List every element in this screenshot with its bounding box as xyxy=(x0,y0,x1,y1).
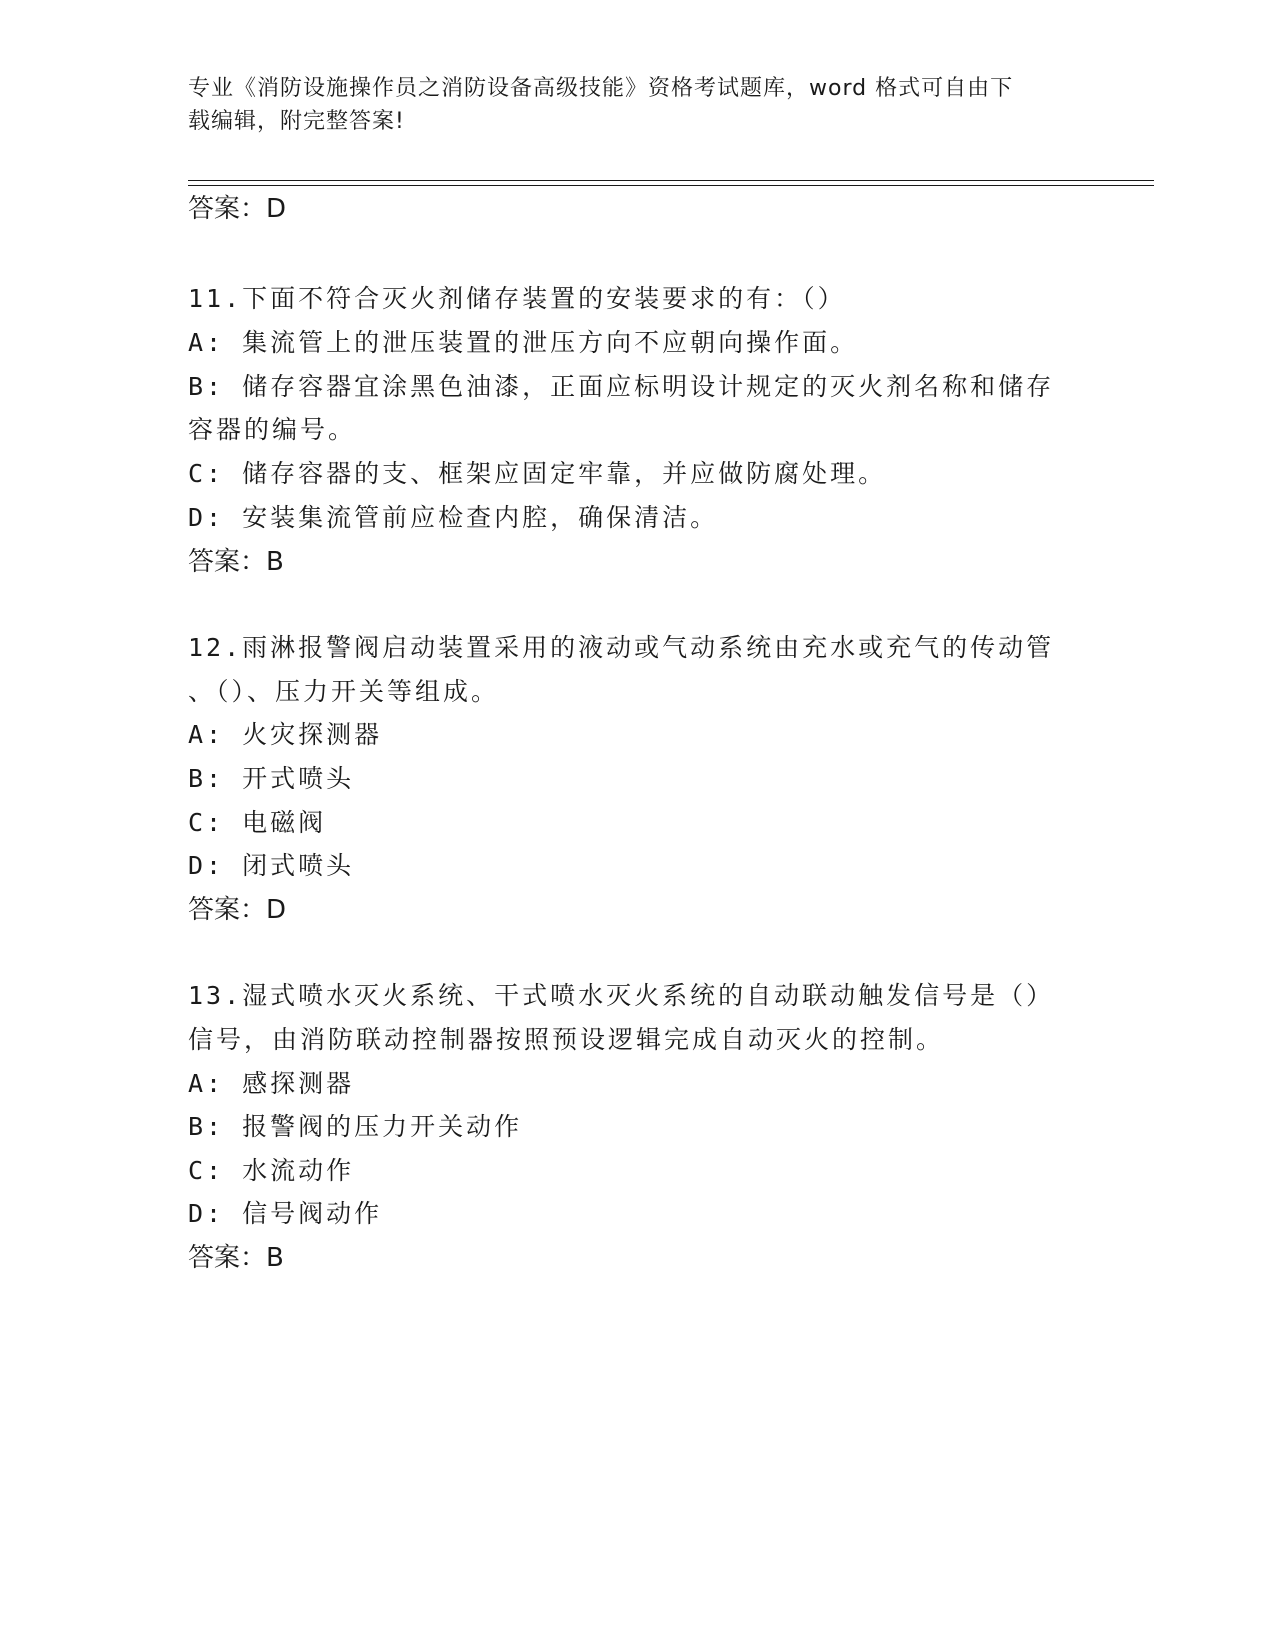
question-11-stem: 11.下面不符合灭火剂储存装置的安装要求的有：（） xyxy=(188,284,846,313)
question-13-answer: 答案：B xyxy=(188,1243,284,1273)
question-11-option-c: C: 储存容器的支、框架应固定牢靠，并应做防腐处理。 xyxy=(188,459,887,488)
question-12-option-a: A: 火灾探测器 xyxy=(188,720,383,749)
document-header xyxy=(188,72,1068,138)
question-13-option-c: C: 水流动作 xyxy=(188,1156,355,1185)
question-13-stem: 13.湿式喷水灭火系统、干式喷水灭火系统的自动联动触发信号是（） xyxy=(188,981,1055,1010)
question-12-option-b: B: 开式喷头 xyxy=(188,764,355,793)
question-11-option-b: B: 储存容器宜涂黑色油漆，正面应标明设计规定的灭火剂名称和储存 xyxy=(188,372,1055,401)
question-11-option-d: D: 安装集流管前应检查内腔，确保清洁。 xyxy=(188,503,719,532)
question-12-stem-cont: 、（）、压力开关等组成。 xyxy=(188,677,500,706)
question-13-option-d: D: 信号阀动作 xyxy=(188,1199,383,1228)
header-line-2: 载编辑，附完整答案! xyxy=(188,109,405,134)
question-13-option-b: B: 报警阀的压力开关动作 xyxy=(188,1112,523,1141)
question-12-option-c: C: 电磁阀 xyxy=(188,808,327,837)
question-13-option-a: A: 感探测器 xyxy=(188,1069,355,1098)
question-11-answer: 答案：B xyxy=(188,547,284,577)
question-13-stem-cont: 信号，由消防联动控制器按照预设逻辑完成自动灭火的控制。 xyxy=(188,1025,945,1054)
question-11-option-b-cont: 容器的编号。 xyxy=(188,415,357,444)
header-line-1: 专业《消防设施操作员之消防设备高级技能》资格考试题库，word 格式可自由下 xyxy=(188,76,1014,101)
header-rule-bottom xyxy=(188,185,1154,186)
question-12-answer: 答案：D xyxy=(188,895,287,925)
question-12-option-d: D: 闭式喷头 xyxy=(188,851,355,880)
previous-answer: 答案：D xyxy=(188,194,287,224)
question-12-stem: 12.雨淋报警阀启动装置采用的液动或气动系统由充水或充气的传动管 xyxy=(188,633,1055,662)
header-rule-top xyxy=(188,180,1154,181)
question-11-option-a: A: 集流管上的泄压装置的泄压方向不应朝向操作面。 xyxy=(188,328,859,357)
